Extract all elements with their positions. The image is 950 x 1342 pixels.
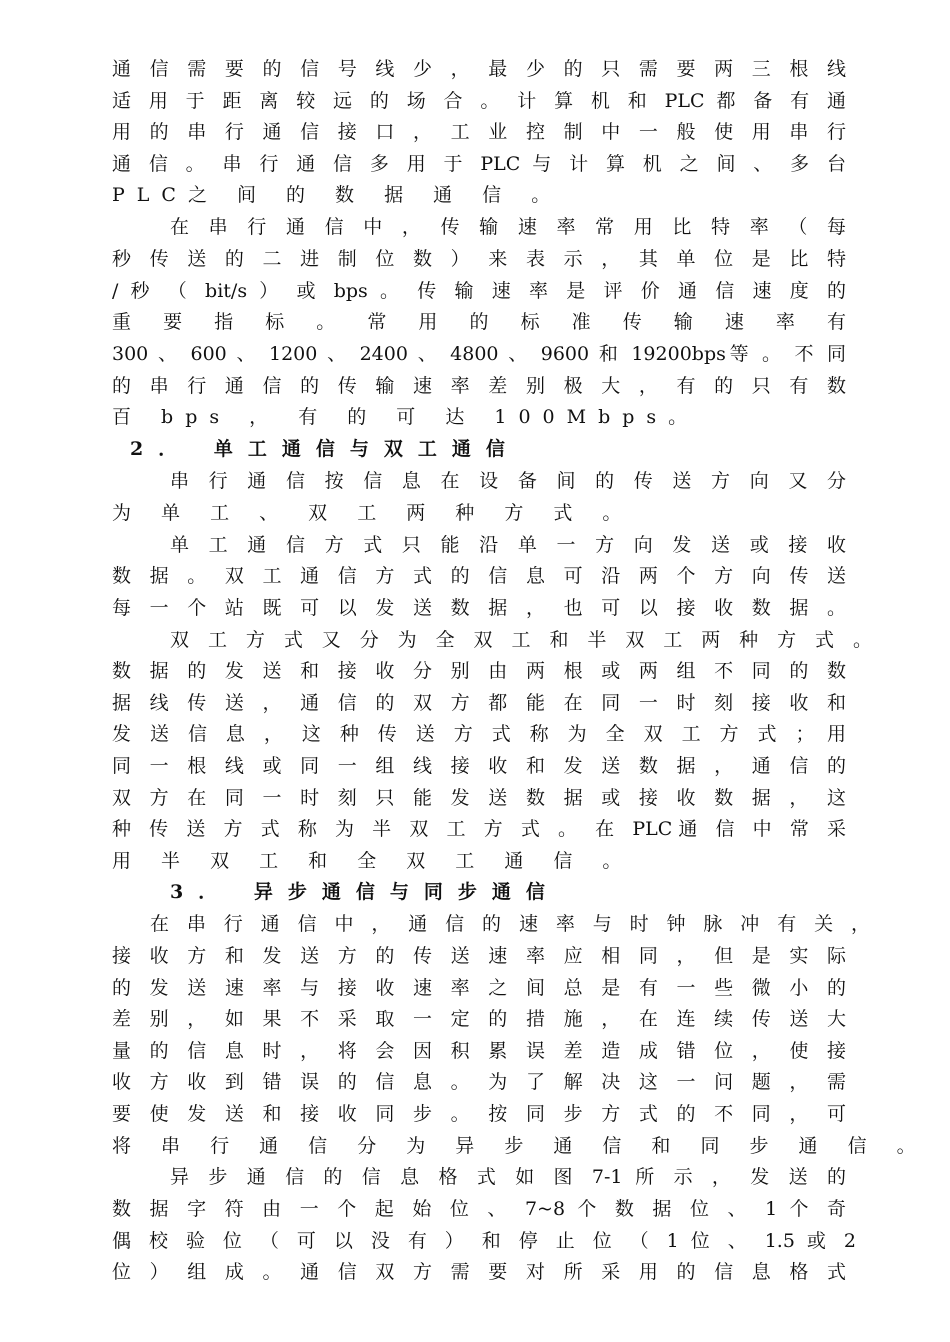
text-line: 偶 校 验 位 （ 可 以 没 有 ） 和 停 止 位 （ 1 位 、 1.5 或 2: [112, 1230, 856, 1252]
text-line: 通 信 。 串 行 通 信 多 用 于 PLC 与 计 算 机 之 间 、 多 台: [112, 153, 846, 175]
text-line: 每 一 个 站 既 可 以 发 送 数 据 ， 也 可 以 接 收 数 据 。: [112, 597, 846, 619]
text-line: 发 送 信 息 ， 这 种 传 送 方 式 称 为 全 双 工 方 式 ； 用: [112, 723, 846, 745]
text-line: 异 步 通 信 的 信 息 格 式 如 图 7-1 所 示 ， 发 送 的: [170, 1166, 846, 1188]
text-line: 为 单 工 、 双 工 两 种 方 式 。: [112, 502, 634, 524]
text-line: 重 要 指 标 。 常 用 的 标 准 传 输 速 率 有: [112, 311, 846, 333]
text-line: 通 信 需 要 的 信 号 线 少 ， 最 少 的 只 需 要 两 三 根 线: [112, 58, 846, 80]
text-line: 适 用 于 距 离 较 远 的 场 合 。 计 算 机 和 PLC 都 备 有 通: [112, 90, 846, 112]
text-line: 将 串 行 通 信 分 为 异 步 通 信 和 同 步 通 信 。: [112, 1135, 928, 1157]
text-line: 百 bps ， 有 的 可 达 100Mbps。: [112, 406, 700, 428]
text-line: 数 据 字 符 由 一 个 起 始 位 、 7~8 个 数 据 位 、 1 个 奇: [112, 1198, 846, 1220]
text-line: 串 行 通 信 按 信 息 在 设 备 间 的 传 送 方 向 又 分: [170, 470, 846, 492]
text-line: 在 串 行 通 信 中 ， 传 输 速 率 常 用 比 特 率 （ 每: [170, 216, 846, 238]
text-line: 300 、 600 、 1200 、 2400 、 4800 、 9600 和 19200bps等 。 不 同: [112, 343, 846, 365]
text-line: 数 据 的 发 送 和 接 收 分 别 由 两 根 或 两 组 不 同 的 数: [112, 660, 846, 682]
text-line: 秒 传 送 的 二 进 制 位 数 ） 来 表 示 ， 其 单 位 是 比 特: [112, 248, 846, 270]
text-line: 要 使 发 送 和 接 收 同 步 。 按 同 步 方 式 的 不 同 ， 可: [112, 1103, 846, 1125]
text-line: 收 方 收 到 错 误 的 信 息 。 为 了 解 决 这 一 问 题 ， 需: [112, 1071, 846, 1093]
section-heading: 3． 异步通信与同步通信: [170, 881, 560, 903]
text-line: 量 的 信 息 时 ， 将 会 因 积 累 误 差 造 成 错 位 ， 使 接: [112, 1040, 846, 1062]
text-line: / 秒 （ bit/s ） 或 bps 。 传 输 速 率 是 评 价 通 信 速 度 的: [112, 280, 846, 302]
text-line: PLC之 间 的 数 据 通 信 。: [112, 184, 563, 206]
section-heading: 2． 单工通信与双工通信: [130, 438, 520, 460]
text-line: 在 串 行 通 信 中 ， 通 信 的 速 率 与 时 钟 脉 冲 有 关 ，: [150, 913, 870, 935]
text-line: 数 据 。 双 工 通 信 方 式 的 信 息 可 沿 两 个 方 向 传 送: [112, 565, 846, 587]
text-line: 用 半 双 工 和 全 双 工 通 信 。: [112, 850, 634, 872]
text-line: 的 串 行 通 信 的 传 输 速 率 差 别 极 大 ， 有 的 只 有 数: [112, 375, 846, 397]
text-line: 双 工 方 式 又 分 为 全 双 工 和 半 双 工 两 种 方 式 。: [170, 629, 872, 651]
text-line: 同 一 根 线 或 同 一 组 线 接 收 和 发 送 数 据 ， 通 信 的: [112, 755, 846, 777]
text-line: 种 传 送 方 式 称 为 半 双 工 方 式 。 在 PLC通 信 中 常 采: [112, 818, 846, 840]
text-line: 接 收 方 和 发 送 方 的 传 送 速 率 应 相 同 ， 但 是 实 际: [112, 945, 846, 967]
text-line: 双 方 在 同 一 时 刻 只 能 发 送 数 据 或 接 收 数 据 ， 这: [112, 787, 846, 809]
text-line: 的 发 送 速 率 与 接 收 速 率 之 间 总 是 有 一 些 微 小 的: [112, 977, 846, 999]
text-line: 据 线 传 送 ， 通 信 的 双 方 都 能 在 同 一 时 刻 接 收 和: [112, 692, 846, 714]
text-line: 位 ） 组 成 。 通 信 双 方 需 要 对 所 采 用 的 信 息 格 式: [112, 1261, 846, 1283]
text-line: 单 工 通 信 方 式 只 能 沿 单 一 方 向 发 送 或 接 收: [170, 534, 846, 556]
text-line: 差 别 ， 如 果 不 采 取 一 定 的 措 施 ， 在 连 续 传 送 大: [112, 1008, 846, 1030]
text-line: 用 的 串 行 通 信 接 口 ， 工 业 控 制 中 一 般 使 用 串 行: [112, 121, 846, 143]
